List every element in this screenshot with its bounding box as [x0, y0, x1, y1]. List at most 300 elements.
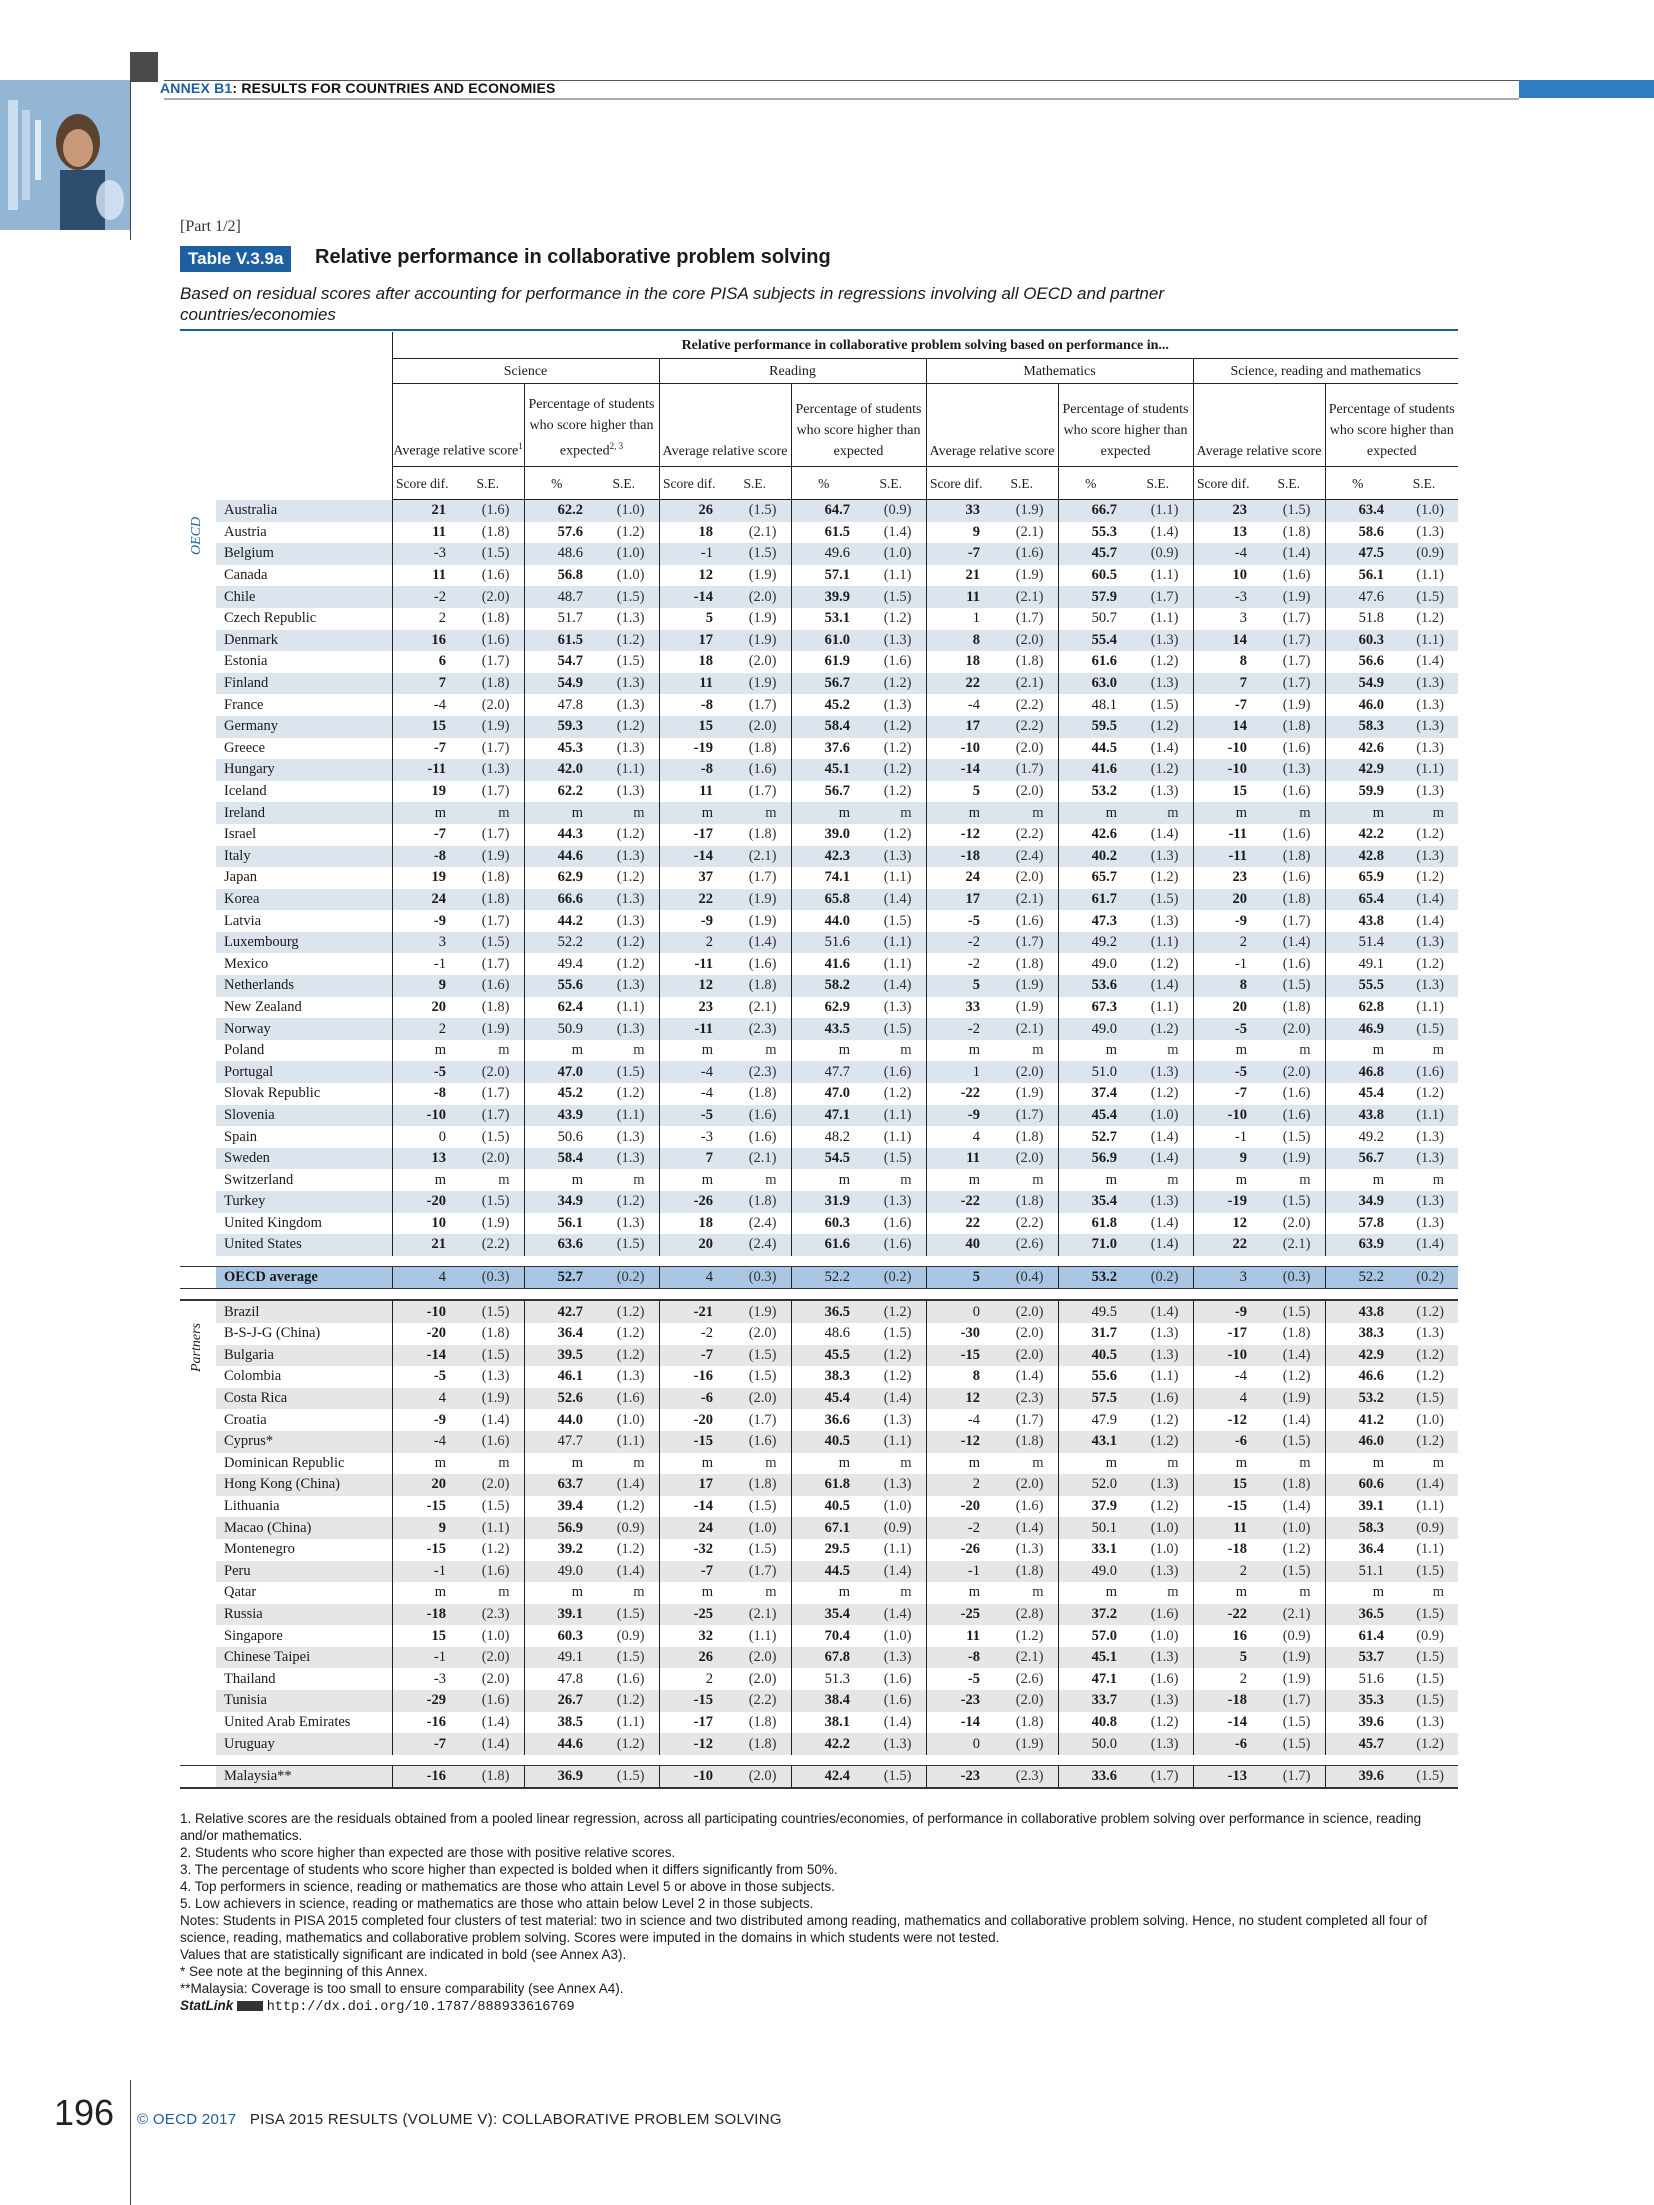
se-cell: (1.1) — [616, 998, 645, 1015]
se-cell: (1.8) — [719, 1474, 791, 1496]
se-cell: (2.1) — [719, 1604, 791, 1626]
percent-cell: 49.1 — [524, 1647, 589, 1669]
col-pct-science-text: Percentage of students who score higher than expected — [528, 397, 655, 459]
se-cell: (1.7) — [748, 1411, 777, 1428]
se-cell: (1.0) — [856, 543, 926, 565]
se-cell: (1.3) — [1390, 975, 1458, 997]
se-cell: (1.3) — [1416, 783, 1444, 800]
se-cell: (1.5) — [719, 500, 791, 522]
se-cell: m — [498, 1042, 510, 1059]
footnote: 3. The percentage of students who score higher than expected is bolded when it differs significantly from 50%. — [180, 1862, 838, 1877]
score-diff-cell: 18 — [926, 651, 986, 673]
table-row — [180, 824, 1458, 846]
se-cell: (1.4) — [856, 1388, 926, 1410]
percent-cell: 61.9 — [791, 651, 856, 673]
se-cell: (1.4) — [986, 1517, 1058, 1539]
se-cell: (1.6) — [1282, 955, 1311, 972]
annex-prefix: ANNEX B1 — [160, 80, 233, 96]
se-cell: m — [765, 1584, 777, 1601]
score-diff-cell: -4 — [659, 1061, 719, 1083]
se-cell: (1.8) — [986, 1561, 1058, 1583]
se-cell: (1.7) — [452, 1105, 524, 1127]
se-cell: (1.8) — [1282, 523, 1311, 540]
score-diff-cell: 13 — [1193, 522, 1253, 544]
score-diff-cell: 16 — [1193, 1625, 1253, 1647]
percent-cell: 48.7 — [524, 586, 589, 608]
table-row — [180, 1300, 1458, 1323]
score-diff-cell: -9 — [392, 1409, 452, 1431]
se-cell: (1.6) — [452, 975, 524, 997]
country-name: Luxembourg — [216, 932, 392, 954]
score-diff-cell: -8 — [659, 759, 719, 781]
se-cell: (1.4) — [1416, 653, 1444, 670]
se-cell: (2.0) — [1282, 1214, 1311, 1231]
score-diff-cell: -14 — [659, 846, 719, 868]
se-cell: (1.1) — [452, 1517, 524, 1539]
se-cell: (1.6) — [1123, 1388, 1193, 1410]
score-diff-cell: 21 — [392, 500, 452, 522]
se-cell: (1.6) — [748, 955, 777, 972]
country-name: Cyprus* — [216, 1431, 392, 1453]
percent-cell: 57.1 — [791, 565, 856, 587]
score-diff-cell: -7 — [392, 738, 452, 760]
se-cell: m — [633, 1042, 645, 1059]
percent-cell: 51.7 — [524, 608, 589, 630]
percent-cell: 53.2 — [1058, 781, 1123, 803]
percent-cell: 60.3 — [524, 1625, 589, 1647]
country-name: Slovenia — [216, 1105, 392, 1127]
se-cell: (1.3) — [1123, 630, 1193, 652]
se-cell: (2.0) — [452, 1647, 524, 1669]
score-diff-cell: 5 — [1193, 1647, 1253, 1669]
se-cell: (1.5) — [452, 543, 524, 565]
percent-cell: 65.4 — [1325, 889, 1390, 911]
se-cell: (1.2) — [589, 1191, 659, 1213]
score-diff-cell: -5 — [1193, 1018, 1253, 1040]
score-diff-cell: 22 — [1193, 1234, 1253, 1256]
country-name: France — [224, 696, 264, 713]
percent-cell: 52.6 — [524, 1388, 589, 1410]
percent-cell: 45.4 — [1325, 1083, 1390, 1105]
percent-cell: 54.7 — [524, 651, 589, 673]
table-row — [180, 1105, 1458, 1127]
score-diff-cell: 21 — [392, 1234, 452, 1256]
se-cell: (1.1) — [589, 759, 659, 781]
se-cell: (1.2) — [1150, 653, 1179, 670]
se-cell: (1.9) — [748, 567, 777, 584]
percent-cell: 44.2 — [524, 910, 589, 932]
score-diff-cell: m — [659, 1582, 719, 1604]
se-cell: (2.0) — [452, 1148, 524, 1170]
score-diff-cell: 7 — [392, 673, 452, 695]
score-diff-cell: -7 — [659, 1345, 719, 1367]
percent-cell: 41.2 — [1325, 1409, 1390, 1431]
se-cell: (2.6) — [986, 1234, 1058, 1256]
se-cell: (1.3) — [616, 1128, 645, 1145]
se-cell: (1.2) — [589, 630, 659, 652]
se-cell: (1.7) — [481, 653, 510, 670]
header-blue-band — [1519, 80, 1654, 98]
percent-cell: 49.1 — [1325, 953, 1390, 975]
table-row — [180, 522, 1458, 544]
score-diff-cell: 16 — [392, 630, 452, 652]
se-cell: m — [1253, 802, 1325, 824]
se-cell: m — [1390, 802, 1458, 824]
country-name: Latvia — [224, 912, 262, 929]
table-row — [180, 975, 1458, 997]
se-cell: (1.6) — [1015, 1498, 1044, 1515]
score-diff-cell: 20 — [1193, 889, 1253, 911]
country-name: Macao (China) — [216, 1517, 392, 1539]
score-diff-cell: -3 — [1193, 586, 1253, 608]
se-cell: (1.5) — [452, 932, 524, 954]
country-name: Slovak Republic — [224, 1085, 321, 1102]
score-diff-cell: -1 — [659, 543, 719, 565]
se-cell: (2.3) — [452, 1604, 524, 1626]
se-cell: (2.1) — [748, 998, 777, 1015]
percent-cell: 38.1 — [791, 1712, 856, 1734]
se-cell: (1.4) — [856, 889, 926, 911]
se-cell: (1.2) — [883, 826, 912, 843]
percent-cell: 45.5 — [791, 1345, 856, 1367]
se-cell: (1.6) — [1282, 869, 1311, 886]
percent-cell: 74.1 — [791, 867, 856, 889]
table-row — [180, 1040, 1458, 1062]
score-diff-cell: -15 — [1193, 1496, 1253, 1518]
se-cell: (2.0) — [1015, 783, 1044, 800]
score-diff-cell: 19 — [392, 781, 452, 803]
percent-cell: 40.5 — [791, 1496, 856, 1518]
score-diff-cell: -8 — [392, 846, 452, 868]
score-diff-cell: -19 — [1193, 1191, 1253, 1213]
percent-cell: 61.6 — [791, 1234, 856, 1256]
score-diff-cell: 17 — [926, 716, 986, 738]
table-row — [180, 1083, 1458, 1105]
percent-cell: 42.3 — [791, 846, 856, 868]
se-cell: m — [765, 1042, 777, 1059]
se-cell: (1.9) — [1015, 998, 1044, 1015]
se-cell: (1.1) — [589, 1431, 659, 1453]
percent-cell: 36.9 — [524, 1765, 589, 1788]
unit-header: % — [1058, 467, 1123, 500]
score-diff-cell: 20 — [392, 1474, 452, 1496]
se-cell: (1.9) — [1282, 696, 1311, 713]
se-cell: (1.2) — [589, 716, 659, 738]
percent-cell: 66.7 — [1058, 500, 1123, 522]
percent-cell: 57.5 — [1058, 1388, 1123, 1410]
percent-cell: 47.9 — [1058, 1409, 1123, 1431]
score-diff-cell: 9 — [926, 522, 986, 544]
page-number: 196 — [54, 2092, 115, 2133]
score-diff-cell: m — [926, 1453, 986, 1475]
percent-cell: 58.2 — [791, 975, 856, 997]
percent-cell: 46.6 — [1325, 1366, 1390, 1388]
country-name: Dominican Republic — [224, 1454, 345, 1471]
score-diff-cell: -17 — [659, 1712, 719, 1734]
table-row — [180, 1409, 1458, 1431]
se-cell: m — [1432, 1584, 1444, 1601]
score-diff-cell: -20 — [392, 1191, 452, 1213]
se-cell: (1.5) — [719, 1345, 791, 1367]
se-cell: (2.2) — [1015, 1214, 1044, 1231]
score-diff-cell: m — [392, 1040, 452, 1062]
percent-cell: 62.9 — [524, 867, 589, 889]
footer-vertical-rule — [130, 2080, 131, 2205]
table-row — [180, 1431, 1458, 1453]
unit-header: Score dif. — [1193, 467, 1253, 500]
percent-cell: 45.2 — [791, 694, 856, 716]
col-avg-math: Average relative score — [926, 384, 1058, 467]
se-cell: (1.2) — [1150, 1085, 1179, 1102]
score-diff-cell: -9 — [659, 910, 719, 932]
score-diff-cell: 15 — [1193, 781, 1253, 803]
se-cell: (1.4) — [856, 975, 926, 997]
percent-cell: 63.4 — [1325, 500, 1390, 522]
percent-cell: 56.7 — [1325, 1148, 1390, 1170]
se-cell: (2.1) — [1015, 523, 1044, 540]
percent-cell: 43.1 — [1058, 1431, 1123, 1453]
se-cell: (1.6) — [452, 630, 524, 652]
se-cell: (2.0) — [986, 1474, 1058, 1496]
se-cell: (2.4) — [986, 846, 1058, 868]
score-diff-cell: -11 — [392, 759, 452, 781]
se-cell: (1.3) — [1123, 1061, 1193, 1083]
se-cell: (1.3) — [1416, 1214, 1444, 1231]
score-diff-cell: -17 — [1193, 1323, 1253, 1345]
percent-cell: 50.1 — [1058, 1517, 1123, 1539]
score-diff-cell: 33 — [926, 997, 986, 1019]
se-cell: (1.6) — [719, 1105, 791, 1127]
se-cell: (0.9) — [856, 500, 926, 522]
se-cell: (1.2) — [856, 716, 926, 738]
percent-cell: 70.4 — [791, 1625, 856, 1647]
se-cell: (1.4) — [1253, 1345, 1325, 1367]
country-name: Belgium — [216, 543, 392, 565]
se-cell: (1.4) — [1123, 1148, 1193, 1170]
score-diff-cell: -9 — [926, 1105, 986, 1127]
country-name: Tunisia — [216, 1690, 392, 1712]
table-row — [180, 1539, 1458, 1561]
se-cell: (1.2) — [856, 1345, 926, 1367]
percent-cell: 54.9 — [1325, 673, 1390, 695]
percent-cell: 62.8 — [1325, 997, 1390, 1019]
se-cell: (1.0) — [883, 1498, 912, 1515]
score-diff-cell: 20 — [392, 997, 452, 1019]
se-cell: (1.8) — [1015, 955, 1044, 972]
country-name: Hungary — [216, 759, 392, 781]
se-cell: (1.3) — [616, 739, 645, 756]
se-cell: (1.2) — [1150, 1498, 1179, 1515]
score-diff-cell: -10 — [1193, 1105, 1253, 1127]
score-diff-cell: -9 — [1193, 1300, 1253, 1323]
score-diff-cell: -4 — [926, 1409, 986, 1431]
score-diff-cell: m — [392, 1582, 452, 1604]
data-table — [180, 332, 1458, 1789]
se-cell: m — [1123, 802, 1193, 824]
se-cell: m — [498, 1171, 510, 1188]
score-diff-cell: 12 — [926, 1388, 986, 1410]
percent-cell: 54.5 — [791, 1148, 856, 1170]
se-cell: (1.3) — [1123, 1690, 1193, 1712]
se-cell: (1.2) — [1150, 869, 1179, 886]
se-cell: m — [1032, 1171, 1044, 1188]
score-diff-cell: -5 — [659, 1105, 719, 1127]
percent-cell: 56.7 — [791, 781, 856, 803]
se-cell: (1.2) — [616, 955, 645, 972]
se-cell: (1.8) — [481, 1325, 510, 1342]
score-diff-cell: 15 — [392, 716, 452, 738]
score-diff-cell: m — [926, 1582, 986, 1604]
se-cell: (1.9) — [748, 610, 777, 627]
score-diff-cell: -10 — [1193, 759, 1253, 781]
se-cell: (1.2) — [1150, 1713, 1179, 1730]
se-cell: (1.0) — [589, 543, 659, 565]
percent-cell: 47.8 — [524, 1668, 589, 1690]
country-name: Switzerland — [224, 1171, 294, 1188]
table-row — [180, 630, 1458, 652]
unit-header: S.E. — [1390, 467, 1458, 500]
score-diff-cell: -20 — [392, 1323, 452, 1345]
se-cell: (1.3) — [1150, 1325, 1179, 1342]
se-cell: (1.5) — [1390, 1604, 1458, 1626]
se-cell: (2.2) — [1015, 826, 1044, 843]
country-name: Austria — [224, 523, 267, 540]
se-cell: (1.5) — [616, 653, 645, 670]
score-diff-cell: -5 — [392, 1366, 452, 1388]
se-cell: (1.5) — [748, 1541, 777, 1558]
col-pct-combined: Percentage of students who score higher than expected — [1325, 384, 1458, 467]
se-cell: (1.1) — [1150, 1368, 1179, 1385]
score-diff-cell: 22 — [659, 889, 719, 911]
score-diff-cell: -12 — [659, 1733, 719, 1755]
se-cell: (1.7) — [1015, 1411, 1044, 1428]
se-cell: (2.1) — [986, 673, 1058, 695]
score-diff-cell: -14 — [659, 586, 719, 608]
score-diff-cell: -9 — [392, 910, 452, 932]
se-cell: (1.3) — [1390, 932, 1458, 954]
percent-cell: 49.0 — [1058, 1561, 1123, 1583]
unit-header: S.E. — [986, 467, 1058, 500]
se-cell: (1.3) — [452, 759, 524, 781]
se-cell: (1.2) — [883, 739, 912, 756]
se-cell: (1.7) — [1123, 586, 1193, 608]
table-row — [180, 1323, 1458, 1345]
percent-cell: 42.2 — [791, 1733, 856, 1755]
percent-cell: 50.9 — [524, 1018, 589, 1040]
score-diff-cell: -14 — [392, 1345, 452, 1367]
se-cell: (1.4) — [452, 1733, 524, 1755]
score-diff-cell: 11 — [392, 565, 452, 587]
se-cell: (1.4) — [883, 1713, 912, 1730]
percent-cell: 47.1 — [791, 1105, 856, 1127]
se-cell: (1.3) — [1416, 1713, 1444, 1730]
score-diff-cell: 24 — [392, 889, 452, 911]
se-cell: (1.1) — [1416, 1541, 1444, 1558]
percent-cell: 46.8 — [1325, 1061, 1390, 1083]
se-cell: (1.3) — [1123, 1345, 1193, 1367]
percent-cell: m — [1058, 1040, 1123, 1062]
percent-cell: 42.6 — [1325, 738, 1390, 760]
col-avg-science — [392, 384, 524, 467]
se-cell: (1.2) — [1282, 1541, 1311, 1558]
se-cell: (1.9) — [1015, 1085, 1044, 1102]
score-diff-cell: -14 — [926, 1712, 986, 1734]
score-diff-cell: 23 — [659, 997, 719, 1019]
table-row — [180, 1148, 1458, 1170]
se-cell: (1.3) — [1416, 523, 1444, 540]
se-cell: (1.8) — [1253, 716, 1325, 738]
statlink-url[interactable]: http://dx.doi.org/10.1787/888933616769 — [266, 2000, 575, 2015]
se-cell: (2.1) — [719, 846, 791, 868]
se-cell: (1.5) — [856, 586, 926, 608]
percent-cell: m — [1058, 1582, 1123, 1604]
se-cell: (0.2) — [856, 1266, 926, 1289]
score-diff-cell: 2 — [392, 608, 452, 630]
se-cell: (1.4) — [856, 1561, 926, 1583]
se-cell: m — [986, 802, 1058, 824]
table-row — [180, 1668, 1458, 1690]
table-row — [180, 953, 1458, 975]
percent-cell: 49.2 — [1325, 1126, 1390, 1148]
percent-cell: 42.6 — [1058, 824, 1123, 846]
se-cell: (1.8) — [1253, 889, 1325, 911]
se-cell: (1.4) — [1390, 1474, 1458, 1496]
se-cell: (1.8) — [748, 739, 777, 756]
table-row — [180, 1126, 1458, 1148]
score-diff-cell: 23 — [1193, 867, 1253, 889]
score-diff-cell: 0 — [392, 1126, 452, 1148]
score-diff-cell: -22 — [1193, 1604, 1253, 1626]
se-cell: (1.2) — [616, 1498, 645, 1515]
se-cell: (2.2) — [1015, 696, 1044, 713]
percent-cell: m — [791, 1040, 856, 1062]
country-name: New Zealand — [224, 998, 302, 1015]
percent-cell: 49.0 — [1058, 953, 1123, 975]
percent-cell: 37.6 — [791, 738, 856, 760]
se-cell: (1.3) — [589, 1148, 659, 1170]
score-diff-cell: -7 — [1193, 694, 1253, 716]
score-diff-cell: -21 — [659, 1300, 719, 1323]
score-diff-cell: 12 — [659, 975, 719, 997]
percent-cell: 33.6 — [1058, 1765, 1123, 1788]
se-cell: (1.6) — [883, 653, 912, 670]
percent-cell: 57.6 — [524, 522, 589, 544]
percent-cell: 58.4 — [791, 716, 856, 738]
percent-cell: 62.2 — [524, 500, 589, 522]
se-cell: (1.5) — [1390, 1647, 1458, 1669]
se-cell: (1.4) — [1150, 826, 1179, 843]
footnote: 4. Top performers in science, reading or mathematics are those who attain Level 5 or above in those subjects. — [180, 1879, 835, 1894]
percent-cell: 52.0 — [1058, 1474, 1123, 1496]
score-diff-cell: 18 — [659, 522, 719, 544]
unit-header: Score dif. — [926, 467, 986, 500]
se-cell: (1.9) — [452, 1388, 524, 1410]
se-cell: (2.0) — [986, 1345, 1058, 1367]
percent-cell: 42.7 — [524, 1300, 589, 1323]
score-diff-cell: -10 — [926, 738, 986, 760]
se-cell: m — [633, 1454, 645, 1471]
table-row — [180, 1625, 1458, 1647]
score-diff-cell: -4 — [392, 1431, 452, 1453]
se-cell: (2.3) — [986, 1388, 1058, 1410]
percent-cell: 65.9 — [1325, 867, 1390, 889]
se-cell: (2.1) — [986, 586, 1058, 608]
score-diff-cell: -2 — [926, 932, 986, 954]
percent-cell: 56.7 — [791, 673, 856, 695]
se-cell: (1.2) — [856, 673, 926, 695]
table-row — [180, 781, 1458, 803]
score-diff-cell: -10 — [392, 1105, 452, 1127]
